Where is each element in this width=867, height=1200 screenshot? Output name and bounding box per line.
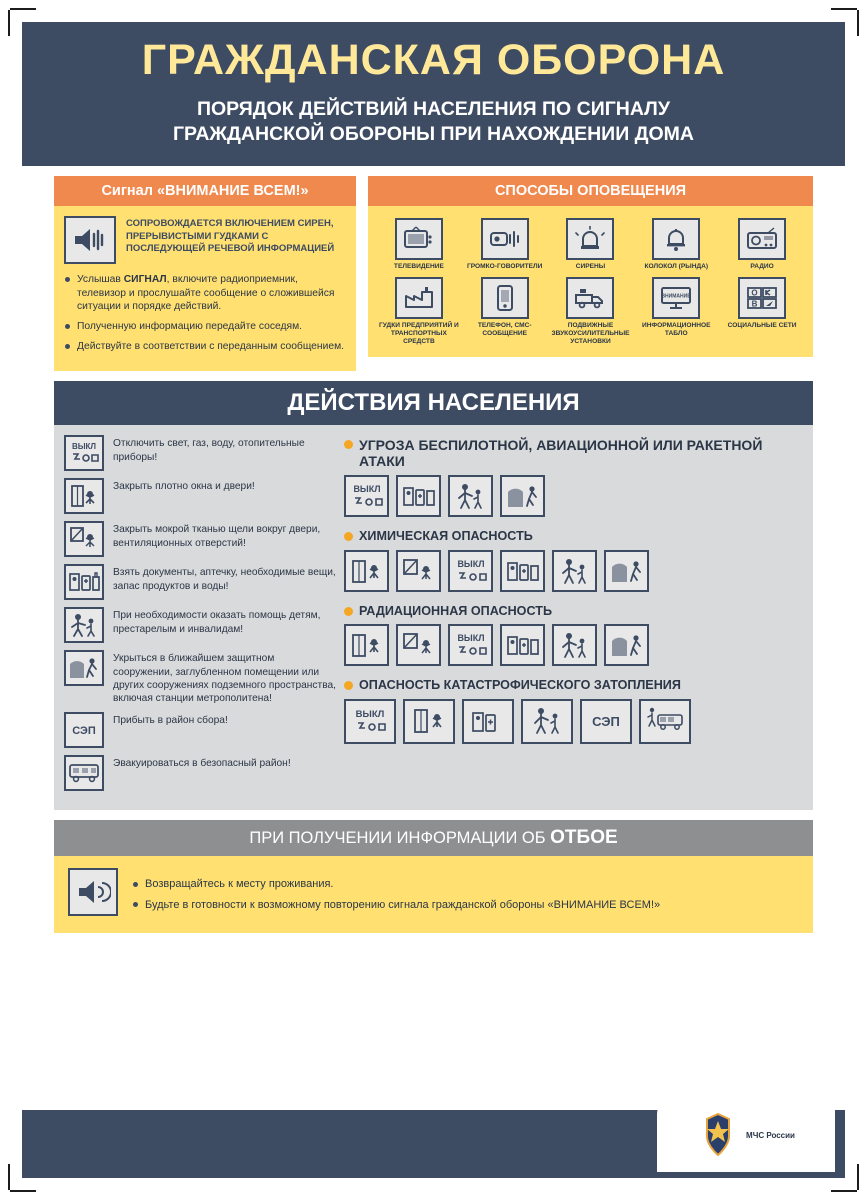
list-item xyxy=(64,650,336,705)
bullet-dot-icon xyxy=(344,440,353,449)
mobile-phone-icon xyxy=(481,277,529,319)
loudspeaker-icon xyxy=(64,216,116,264)
social-networks-icon xyxy=(738,277,786,319)
notify-item-label: СИРЕНЫ xyxy=(575,262,606,270)
notify-item-info-board xyxy=(635,277,717,346)
action-step-text: Укрыться в ближайшем защитном сооружении, заглубленном помещении или других сооружениях подземного пространства, включая станции метрополитена! xyxy=(113,653,336,705)
notify-item-factory xyxy=(378,277,460,346)
list-item xyxy=(64,607,336,643)
speaker-horn-icon xyxy=(481,218,529,260)
notify-item-label: РАДИО xyxy=(750,262,774,270)
notify-item-label: ТЕЛЕФОН, СМС-СООБЩЕНИЕ xyxy=(477,321,532,337)
all-clear-title xyxy=(54,820,813,856)
signal-panel xyxy=(54,176,356,371)
notify-item-tv xyxy=(378,218,460,271)
info-board-icon xyxy=(652,277,700,319)
list-item: Полученную информацию передайте соседям. xyxy=(64,320,346,334)
signal-bullets xyxy=(64,273,346,353)
notify-item-mobile-loudspeaker xyxy=(550,277,632,346)
shelter-icon xyxy=(604,550,649,592)
notification-methods-panel xyxy=(368,176,813,371)
all-clear-body xyxy=(54,856,813,932)
bullet-pre: Услышав xyxy=(77,273,124,285)
svg-text:ВЫКЛ: ВЫКЛ xyxy=(352,484,381,495)
page-title: ГРАЖДАНСКАЯ ОБОРОНА xyxy=(141,36,726,84)
threat-title-text: ОПАСНОСТЬ КАТАСТРОФИЧЕСКОГО ЗАТОПЛЕНИЯ xyxy=(359,678,681,693)
list-item xyxy=(64,435,336,471)
list-item: Будьте в готовности к возможному повторению сигнала гражданской обороны «ВНИМАНИЕ ВСЕМ!» xyxy=(132,898,660,913)
all-clear-title-bold: ОТБОЕ xyxy=(550,827,618,849)
top-panels xyxy=(22,166,845,371)
action-step-text: Эвакуироваться в безопасный район! xyxy=(113,758,291,770)
notify-item-social xyxy=(721,277,803,346)
actions-section-title: ДЕЙСТВИЯ НАСЕЛЕНИЯ xyxy=(54,381,813,425)
action-step-text: Взять документы, аптечку, необходимые вещи, запас продуктов и воды! xyxy=(113,567,336,592)
signal-panel-title: Сигнал «ВНИМАНИЕ ВСЕМ!» xyxy=(54,176,356,206)
power-off-icon xyxy=(344,475,389,517)
sep-point-icon xyxy=(580,699,632,744)
notify-item-label: КОЛОКОЛ (РЫНДА) xyxy=(644,262,709,270)
list-item xyxy=(64,521,336,557)
emercom-emblem-icon xyxy=(697,1111,739,1159)
documents-kit-icon xyxy=(462,699,514,744)
crop-mark xyxy=(10,1190,36,1192)
svg-text:B: B xyxy=(751,299,758,309)
seal-cracks-icon xyxy=(64,521,104,557)
bullet-dot-icon xyxy=(344,532,353,541)
crop-mark xyxy=(10,8,36,10)
svg-text:ВЫКЛ: ВЫКЛ xyxy=(456,558,485,569)
seal-cracks-icon xyxy=(396,624,441,666)
notify-item-label: СОЦИАЛЬНЫЕ СЕТИ xyxy=(727,321,797,329)
loudspeaker-van-icon xyxy=(566,277,614,319)
notify-grid xyxy=(378,216,803,346)
svg-text:O: O xyxy=(751,288,758,298)
threat-icons-drone-air-missile xyxy=(344,475,803,517)
svg-text:ВЫКЛ: ВЫКЛ xyxy=(71,442,97,452)
threat-scenarios xyxy=(344,435,803,798)
svg-text:СЭП: СЭП xyxy=(72,725,96,738)
notify-item-label: ТЕЛЕВИДЕНИЕ xyxy=(393,262,444,270)
notify-item-label: ГРОМКО-ГОВОРИТЕЛИ xyxy=(466,262,543,270)
notify-item-radio xyxy=(721,218,803,271)
svg-text:ВНИМАНИЕ: ВНИМАНИЕ xyxy=(661,293,691,300)
close-windows-icon xyxy=(64,478,104,514)
documents-kit-icon xyxy=(396,475,441,517)
notify-panel-body xyxy=(368,206,813,358)
emercom-emblem-label: МЧС России xyxy=(746,1130,795,1140)
threat-title-text: УГРОЗА БЕСПИЛОТНОЙ, АВИАЦИОННОЙ ИЛИ РАКЕТНОЙ АТАКИ xyxy=(359,437,763,470)
crop-mark xyxy=(831,8,857,10)
loudspeaker-icon xyxy=(68,868,118,916)
shelter-icon xyxy=(500,475,545,517)
notify-item-label: ГУДКИ ПРЕДПРИЯТИЙ И ТРАНСПОРТНЫХ СРЕДСТВ xyxy=(379,321,459,345)
crop-mark xyxy=(831,1190,857,1192)
emercom-emblem-card xyxy=(657,1098,835,1172)
power-off-icon xyxy=(64,435,104,471)
seal-cracks-icon xyxy=(396,550,441,592)
threat-title-radiation xyxy=(344,604,803,618)
threat-icons-chemical xyxy=(344,550,803,592)
documents-kit-icon xyxy=(500,624,545,666)
close-windows-icon xyxy=(344,624,389,666)
shelter-icon xyxy=(604,624,649,666)
notify-item-bell xyxy=(635,218,717,271)
threat-title-chemical xyxy=(344,529,803,543)
notify-panel-title: СПОСОБЫ ОПОВЕЩЕНИЯ xyxy=(368,176,813,206)
actions-section xyxy=(54,425,813,810)
list-item xyxy=(64,564,336,600)
threat-title-text: ХИМИЧЕСКАЯ ОПАСНОСТЬ xyxy=(359,529,533,544)
action-step-text: Закрыть плотно окна и двери! xyxy=(113,481,255,493)
threat-icons-radiation xyxy=(344,624,803,666)
threat-title-flooding xyxy=(344,678,803,692)
evacuation-bus-icon xyxy=(639,699,691,744)
bullet-post: , включите радиоприемник, телевизор и прослушайте сообщение о сложившейся ситуации и порядке действий. xyxy=(77,273,335,313)
action-step-text: Прибыть в район сбора! xyxy=(113,715,228,727)
crop-mark xyxy=(8,10,10,36)
power-off-icon xyxy=(448,550,493,592)
close-windows-icon xyxy=(344,550,389,592)
power-off-icon xyxy=(344,699,396,744)
poster-header xyxy=(22,22,845,166)
list-item: Действуйте в соответствии с переданным сообщением. xyxy=(64,340,346,354)
bullet-dot-icon xyxy=(344,681,353,690)
factory-icon xyxy=(395,277,443,319)
list-item: Возвращайтесь к месту проживания. xyxy=(132,877,660,892)
threat-title-drone-air-missile xyxy=(344,437,803,469)
list-item xyxy=(64,273,346,314)
help-people-icon xyxy=(552,624,597,666)
sep-point-icon xyxy=(64,712,104,748)
notify-item-label: ИНФОРМАЦИОННОЕ ТАБЛО xyxy=(642,321,711,337)
bullet-bold: СИГНАЛ xyxy=(123,273,167,285)
threat-title-text: РАДИАЦИОННАЯ ОПАСНОСТЬ xyxy=(359,603,552,618)
notify-item-label: ПОДВИЖНЫЕ ЗВУКОУСИЛИТЕЛЬНЫЕ УСТАНОВКИ xyxy=(551,321,630,345)
tv-icon xyxy=(395,218,443,260)
action-step-text: При необходимости оказать помощь детям, престарелым и инвалидам! xyxy=(113,610,321,635)
bell-icon xyxy=(652,218,700,260)
action-steps-list xyxy=(64,435,336,798)
page-subtitle xyxy=(42,97,825,148)
bullet-dot-icon xyxy=(344,607,353,616)
help-people-icon xyxy=(64,607,104,643)
poster-footer xyxy=(22,1110,845,1178)
list-item xyxy=(64,755,336,791)
help-people-icon xyxy=(521,699,573,744)
shelter-icon xyxy=(64,650,104,686)
all-clear-title-prefix: ПРИ ПОЛУЧЕНИИ ИНФОРМАЦИИ ОБ xyxy=(249,829,551,848)
threat-icons-flooding xyxy=(344,699,803,744)
power-off-icon xyxy=(448,624,493,666)
help-people-icon xyxy=(448,475,493,517)
subtitle-line-1: ПОРЯДОК ДЕЙСТВИЙ НАСЕЛЕНИЯ ПО СИГНАЛУ xyxy=(196,98,670,121)
crop-mark xyxy=(8,1164,10,1190)
crop-mark xyxy=(857,10,859,36)
action-step-text: Отключить свет, газ, воду, отопительные приборы! xyxy=(113,438,305,463)
svg-text:ВЫКЛ: ВЫКЛ xyxy=(456,633,485,644)
subtitle-line-2: ГРАЖДАНСКОЙ ОБОРОНЫ ПРИ НАХОЖДЕНИИ ДОМА xyxy=(172,123,695,146)
documents-kit-icon xyxy=(500,550,545,592)
notify-item-loudspeakers xyxy=(464,218,546,271)
evacuation-bus-icon xyxy=(64,755,104,791)
help-people-icon xyxy=(552,550,597,592)
poster-sheet xyxy=(22,22,845,1178)
notify-item-phone xyxy=(464,277,546,346)
list-item xyxy=(64,712,336,748)
notify-item-sirens xyxy=(550,218,632,271)
siren-icon xyxy=(566,218,614,260)
all-clear-bullets xyxy=(132,877,660,918)
close-windows-icon xyxy=(403,699,455,744)
list-item xyxy=(64,478,336,514)
crop-mark xyxy=(857,1164,859,1190)
signal-panel-body xyxy=(54,206,356,371)
radio-icon xyxy=(738,218,786,260)
action-step-text: Закрыть мокрой тканью щели вокруг двери, вентиляционных отверстий! xyxy=(113,524,321,549)
signal-caption: СОПРОВОЖДАЕТСЯ ВКЛЮЧЕНИЕМ СИРЕН, ПРЕРЫВИСТЫМИ ГУДКАМИ С ПОСЛЕДУЮЩЕЙ РЕЧЕВОЙ ИНФОРМАЦИЕЙ xyxy=(126,217,335,255)
svg-text:СЭП: СЭП xyxy=(592,714,620,730)
svg-text:ВЫКЛ: ВЫКЛ xyxy=(355,709,385,721)
documents-kit-icon xyxy=(64,564,104,600)
